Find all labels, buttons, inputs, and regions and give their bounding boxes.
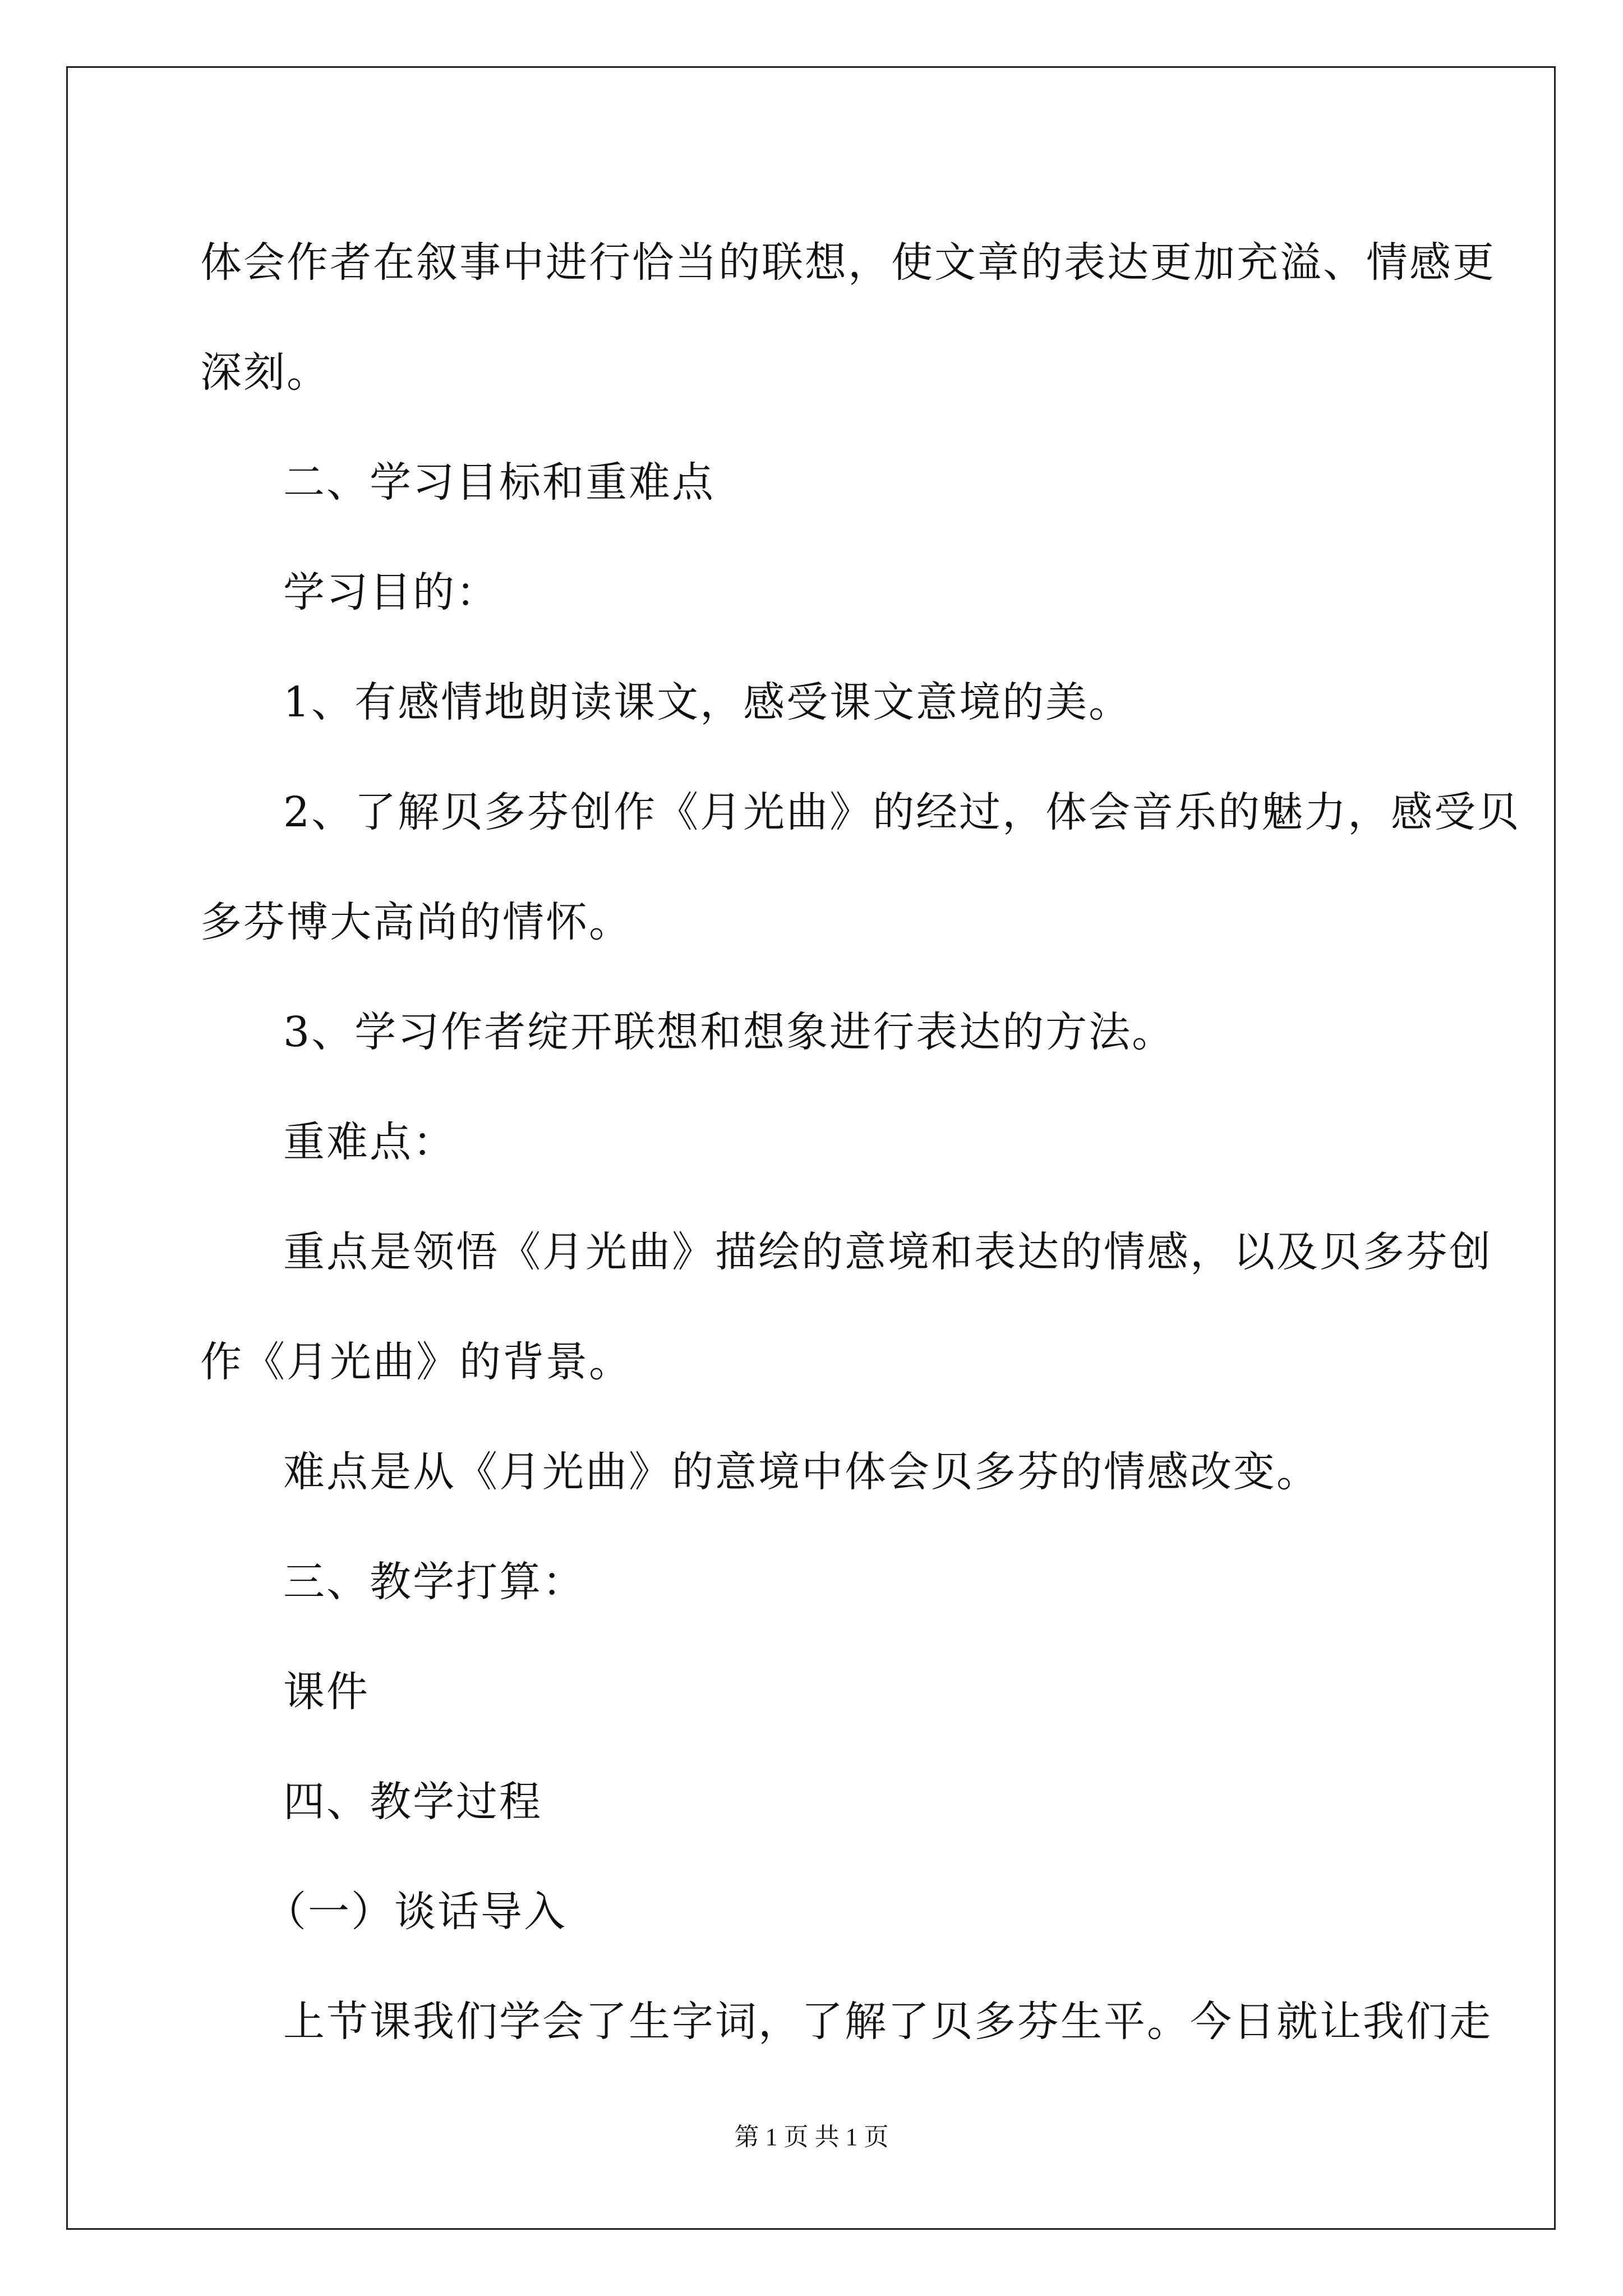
section-heading: 四、教学过程: [283, 1778, 542, 1826]
body-line: 作《月光曲》的背景。: [200, 1338, 632, 1386]
subheading: 重难点：: [283, 1118, 456, 1166]
list-item: 2、了解贝多芬创作《月光曲》的经过，体会音乐的魅力，感受贝: [283, 788, 1521, 836]
body-line: 上节课我们学会了生字词，了解了贝多芬生平。今日就让我们走: [283, 1998, 1492, 2046]
body-line: 课件: [283, 1668, 370, 1716]
list-item: 1、有感情地朗读课文，感受课文意境的美。: [283, 678, 1132, 726]
document-body: [200, 208, 1521, 2077]
subheading: 学习目的：: [283, 568, 499, 616]
body-line: 难点是从《月光曲》的意境中体会贝多芬的情感改变。: [283, 1448, 1320, 1496]
page-footer: 第 1 页 共 1 页: [734, 2123, 889, 2151]
body-line: 深刻。: [200, 348, 330, 397]
body-line: 重点是领悟《月光曲》描绘的意境和表达的情感，以及贝多芬创: [283, 1228, 1492, 1276]
body-line: 多芬博大高尚的情怀。: [200, 898, 632, 946]
list-item: 3、学习作者绽开联想和想象进行表达的方法。: [283, 1008, 1175, 1056]
section-heading: 三、教学打算：: [283, 1558, 585, 1606]
body-line: 体会作者在叙事中进行恰当的联想，使文章的表达更加充溢、情感更: [200, 238, 1496, 287]
section-heading: 二、学习目标和重难点: [283, 458, 715, 507]
subheading: （一）谈话导入: [265, 1888, 567, 1936]
